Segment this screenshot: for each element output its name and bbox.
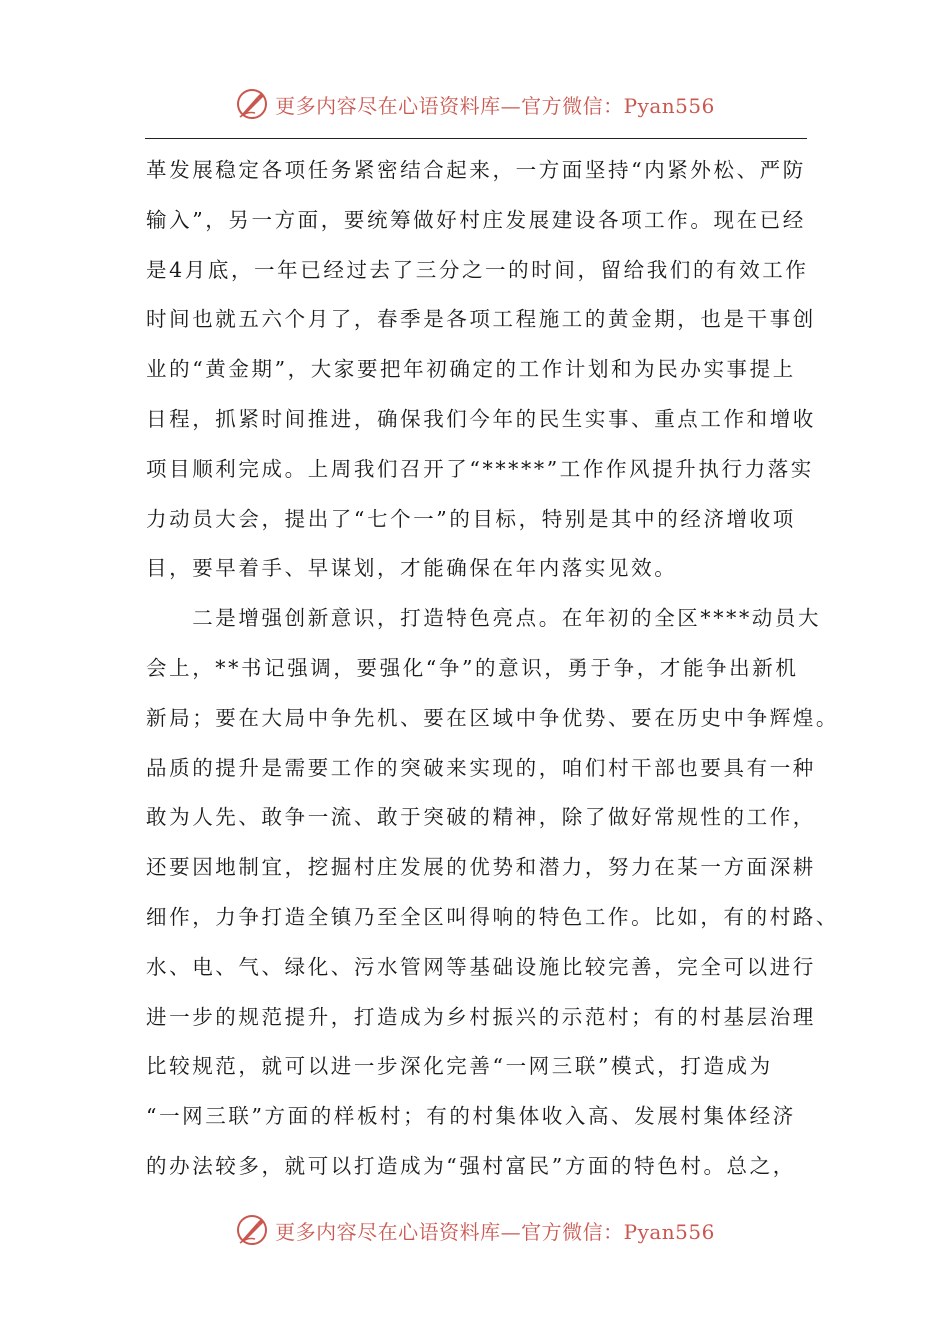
text-line: 的办法较多，就可以打造成为“强村富民”方面的特色村。总之， [146,1153,796,1178]
text-line: 比较规范，就可以进一步深化完善“一网三联”模式，打造成为 [146,1054,773,1079]
text-line: 品质的提升是需要工作的突破来实现的，咱们村干部也要具有一种 [146,755,816,780]
text-line: 敢为人先、敢争一流、敢于突破的精神，除了做好常规性的工作， [146,805,816,830]
text-line: 二是增强创新意识，打造特色亮点。在年初的全区****动员大 [146,606,822,631]
watermark-text: 更多内容尽在心语资料库—官方微信：Pyan556 [275,93,715,118]
text-line: 目，要早着手、早谋划，才能确保在年内落实见效。 [146,556,678,581]
text-line: 细作，力争打造全镇乃至全区叫得响的特色工作。比如，有的村路、 [146,904,839,929]
text-line: 革发展稳定各项任务紧密结合起来，一方面坚持“内紧外松、严防 [146,158,806,182]
document-body [146,146,839,1192]
text-line: 力动员大会，提出了“七个一”的目标，特别是其中的经济增收项 [146,506,796,531]
text-line: 还要因地制宜，挖掘村庄发展的优势和潜力，努力在某一方面深耕 [146,855,816,880]
text-line: 日程，抓紧时间推进，确保我们今年的民生实事、重点工作和增收 [146,406,816,431]
text-line: 水、电、气、绿化、污水管网等基础设施比较完善，完全可以进行 [146,954,816,979]
text-line: 是4月底，一年已经过去了三分之一的时间，留给我们的有效工作 [146,257,809,282]
header-divider [145,138,807,139]
text-line: “一网三联”方面的样板村；有的村集体收入高、发展村集体经济 [146,1104,796,1129]
header-watermark [0,84,950,124]
text-line: 项目顺利完成。上周我们召开了“*****”工作作风提升执行力落实 [146,456,814,481]
pen-logo-icon [235,1213,269,1247]
watermark-text: 更多内容尽在心语资料库—官方微信：Pyan556 [275,1219,715,1244]
text-line: 输入”，另一方面，要统筹做好村庄发展建设各项工作。现在已经 [146,207,806,232]
text-line: 业的“黄金期”，大家要把年初确定的工作计划和为民办实事提上 [146,357,796,382]
pen-logo-icon [235,87,269,121]
footer-watermark [0,1210,950,1250]
text-line: 时间也就五六个月了，春季是各项工程施工的黄金期，也是干事创 [146,307,816,332]
text-line: 会上，**书记强调，要强化“争”的意识，勇于争，才能争出新机 [146,655,799,680]
text-line: 进一步的规范提升，打造成为乡村振兴的示范村；有的村基层治理 [146,1004,816,1029]
text-line: 新局；要在大局中争先机、要在区域中争优势、要在历史中争辉煌。 [146,705,839,730]
